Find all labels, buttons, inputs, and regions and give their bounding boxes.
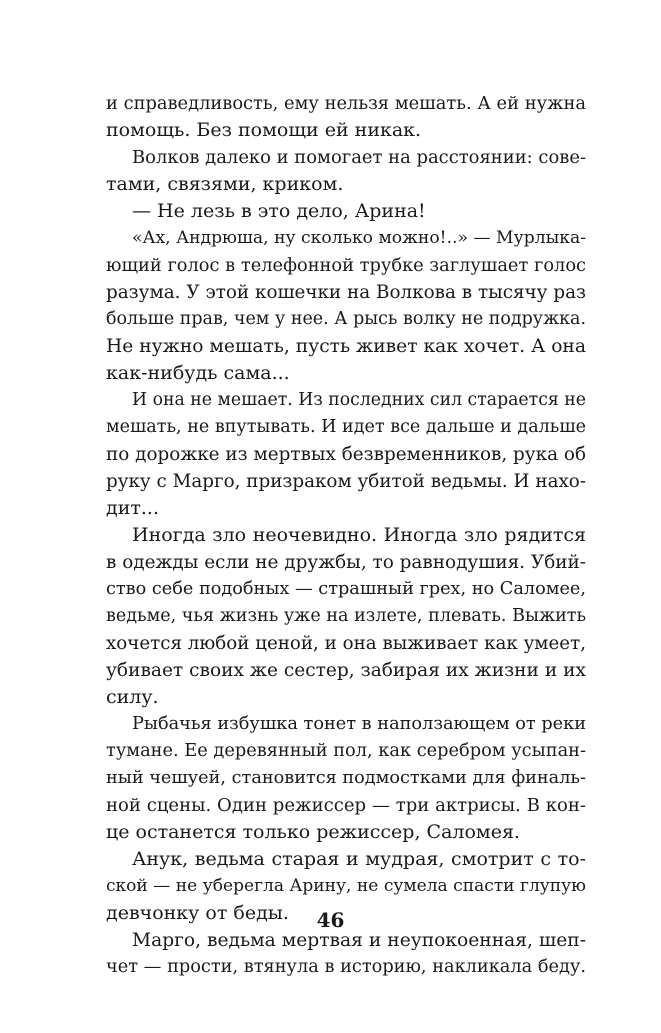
text-line: «Ах, Андрюша, ну сколько можно!..» — Мурлыка-	[132, 228, 586, 248]
text-line: Анук, ведьма старая и мудрая, смотрит с то-	[132, 848, 586, 870]
text-line: Иногда зло неочевидно. Иногда зло рядится	[132, 524, 586, 546]
text-line: дит...	[106, 497, 159, 519]
text-line: и справедливость, ему нельзя мешать. А ей нужна	[106, 93, 586, 114]
text-line: ющий голос в телефонной трубке заглушает голос	[106, 255, 586, 276]
text-line: в одежды если не дружбы, то равнодушия. Убий-	[106, 552, 586, 573]
text-line: девчонку от беды.	[106, 902, 289, 924]
text-line: больше прав, чем у нее. А рысь волку не подружка.	[106, 309, 586, 329]
text-line: убивает своих же сестер, забирая их жизни и их	[106, 660, 586, 681]
text-line: И она не мешает. Из последних сил старается не	[132, 390, 586, 410]
text-line: как-нибудь сама...	[106, 362, 290, 384]
text-line: разума. У этой кошечки на Волкова в тысячу раз	[106, 282, 586, 303]
text-line: ской — не уберегла Арину, не сумела спасти глупую	[106, 876, 586, 896]
text-line: Рыбачья избушка тонет в наползающем от реки	[132, 714, 586, 734]
text-line: тами, связями, криком.	[106, 173, 344, 195]
text-line: хочется любой ценой, и она выживает как умеет,	[106, 633, 586, 654]
text-line: — Не лезь в это дело, Арина!	[132, 200, 426, 222]
page-number: 46	[316, 908, 345, 932]
text-line: ведьме, чья жизнь уже на излете, плевать. Выжить	[106, 606, 586, 626]
text-line: це останется только режиссер, Саломея.	[106, 821, 520, 843]
text-line: Марго, ведьма мертвая и неупокоенная, шеп-	[132, 930, 586, 951]
text-line: ство себе подобных — страшный грех, но Саломее,	[106, 579, 586, 599]
text-line: руку с Марго, призраком убитой ведьмы. И нахо-	[106, 471, 586, 492]
text-line: мешать, не впутывать. И идет все дальше и дальше	[106, 417, 586, 437]
text-line: Волков далеко и помогает на расстоянии: сове-	[132, 147, 587, 168]
text-line: тумане. Ее деревянный пол, как серебром усыпан-	[106, 741, 586, 761]
body-text	[106, 90, 586, 981]
text-line: Не нужно мешать, пусть живет как хочет. А она	[106, 336, 586, 357]
text-line: чет — прости, втянула в историю, накликала беду.	[106, 957, 586, 977]
text-line: ной сцены. Один режиссер — три актрисы. В кон-	[106, 795, 586, 816]
text-line: по дорожке из мертвых безвременников, рука об	[106, 444, 586, 465]
text-line: силу.	[106, 686, 159, 708]
text-line: помощь. Без помощи ей никак.	[106, 119, 422, 141]
text-line: ный чешуей, становится подмостками для финаль-	[106, 768, 586, 788]
